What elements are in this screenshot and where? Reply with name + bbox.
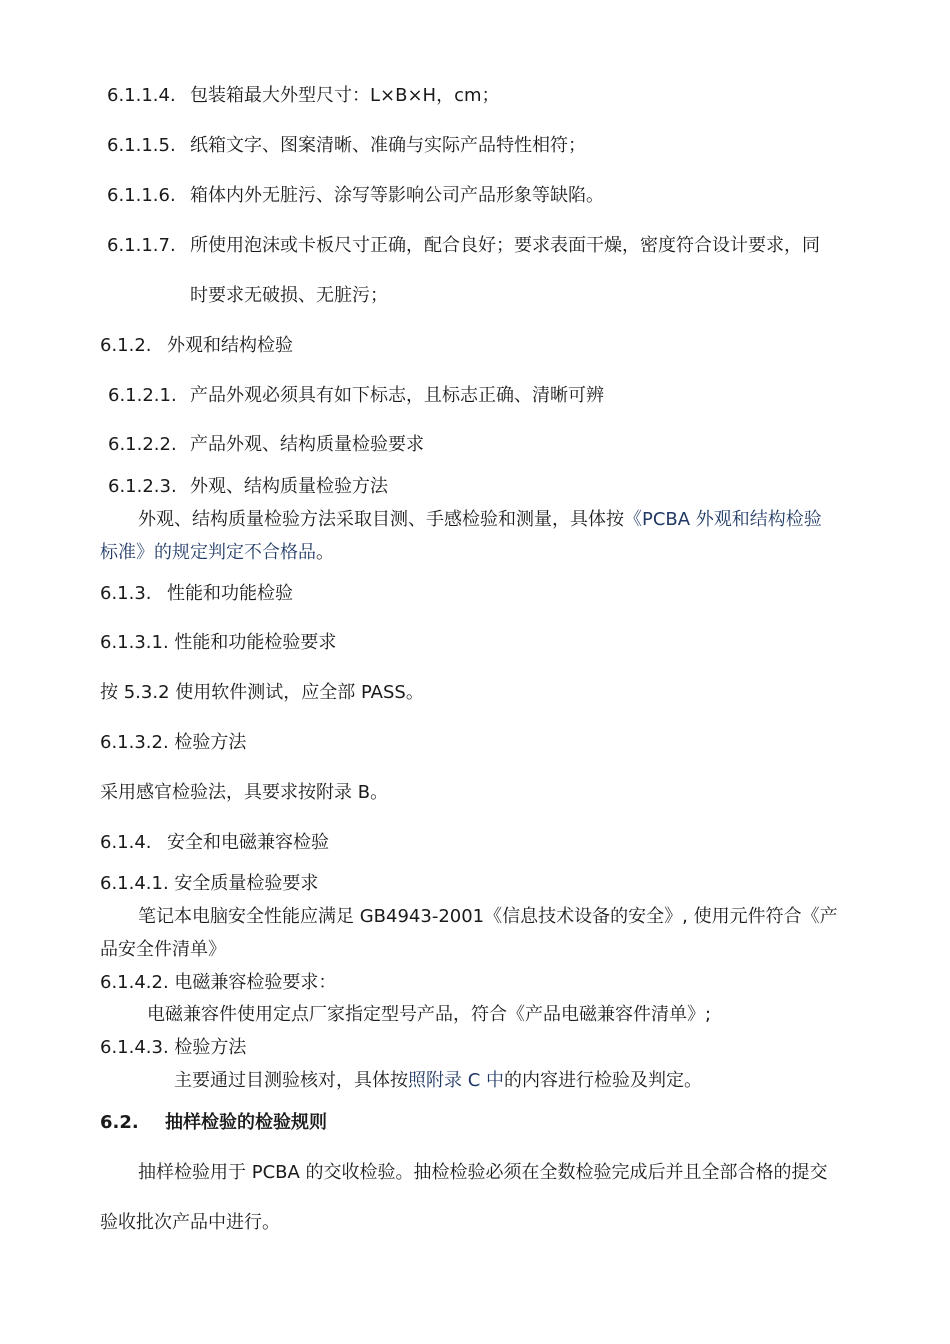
section-number: 6.1.3. <box>100 583 152 604</box>
paragraph-6-1-3-1: 按 5.3.2 使用软件测试，应全部 PASS。 <box>100 682 424 703</box>
paragraph-6-1-4-2: 电磁兼容件使用定点厂家指定型号产品，符合《产品电磁兼容件清单》; <box>147 1004 712 1025</box>
item-6-1-3-2: 6.1.3.2. 检验方法 <box>100 732 247 753</box>
item-6-1-1-4 <box>107 83 500 109</box>
item-text: 外观、结构质量检验方法 <box>190 476 388 497</box>
item-number: 6.1.2.2. <box>108 434 177 455</box>
item-text: 包装箱最大外型尺寸：L×B×H，cm； <box>190 85 500 106</box>
paragraph-6-1-4-3 <box>174 1068 702 1094</box>
item-number: 6.1.1.7. <box>107 235 176 256</box>
item-number: 6.1.2.3. <box>108 476 177 497</box>
item-number: 6.1.2.1. <box>108 385 177 406</box>
heading-title: 抽样检验的检验规则 <box>165 1112 327 1133</box>
appendix-c-link[interactable]: 照附录 C 中 <box>408 1070 505 1091</box>
paragraph-6-2-line1: 抽样检验用于 PCBA 的交收检验。抽检检验必须在全数检验完成后并且全部合格的提交 <box>138 1162 828 1183</box>
paragraph-6-2-line2: 验收批次产品中进行。 <box>100 1212 280 1233</box>
item-text: 产品外观必须具有如下标志，且标志正确、清晰可辨 <box>190 385 604 406</box>
item-text: 产品外观、结构质量检验要求 <box>190 434 424 455</box>
paragraph-text: 外观、结构质量检验方法采取目测、手感检验和测量，具体按 <box>138 509 624 530</box>
item-6-1-2-1 <box>108 383 604 409</box>
item-6-1-1-7-cont: 时要求无破损、无脏污； <box>190 285 388 306</box>
section-number: 6.1.2. <box>100 335 152 356</box>
paragraph-text: 的内容进行检验及判定。 <box>504 1070 703 1091</box>
section-6-1-3 <box>100 581 293 607</box>
section-title: 性能和功能检验 <box>167 583 293 604</box>
paragraph-6-1-4-1-line1: 笔记本电脑安全性能应满足 GB4943-2001《信息技术设备的安全》, 使用元件符合《产 <box>138 906 838 927</box>
section-title: 外观和结构检验 <box>167 335 293 356</box>
section-number: 6.1.4. <box>100 832 152 853</box>
item-6-1-4-3: 6.1.4.3. 检验方法 <box>100 1037 247 1058</box>
standard-link[interactable]: 《PCBA 外观和结构检验 <box>624 509 822 530</box>
item-6-1-1-7 <box>107 233 820 259</box>
standard-link-cont[interactable]: 标准》的规定判定不合格品 <box>100 542 316 563</box>
section-6-1-4 <box>100 830 329 856</box>
item-6-1-4-2: 6.1.4.2. 电磁兼容检验要求： <box>100 972 337 993</box>
item-text: 所使用泡沫或卡板尺寸正确，配合良好；要求表面干燥，密度符合设计要求，同 <box>190 235 820 256</box>
item-text: 纸箱文字、图案清晰、准确与实际产品特性相符； <box>190 135 586 156</box>
heading-6-2 <box>100 1110 327 1136</box>
item-6-1-3-1: 6.1.3.1. 性能和功能检验要求 <box>100 632 337 653</box>
paragraph-6-1-2-3-line1 <box>138 507 822 533</box>
item-6-1-4-1: 6.1.4.1. 安全质量检验要求 <box>100 873 319 894</box>
paragraph-6-1-3-2: 采用感官检验法，具要求按附录 B。 <box>100 782 389 803</box>
item-number: 6.1.1.5. <box>107 135 176 156</box>
paragraph-text: 主要通过目测验核对，具体按 <box>174 1070 408 1091</box>
item-6-1-1-6 <box>107 183 604 209</box>
section-6-1-2 <box>100 333 293 359</box>
item-number: 6.1.1.4. <box>107 85 176 106</box>
section-title: 安全和电磁兼容检验 <box>167 832 329 853</box>
item-6-1-2-3 <box>108 474 388 500</box>
item-text: 箱体内外无脏污、涂写等影响公司产品形象等缺陷。 <box>190 185 604 206</box>
paragraph-6-1-2-3-line2 <box>100 540 334 566</box>
item-number: 6.1.1.6. <box>107 185 176 206</box>
paragraph-text: 。 <box>316 542 334 563</box>
heading-number: 6.2. <box>100 1112 139 1133</box>
paragraph-6-1-4-1-line2: 品安全件清单》 <box>100 939 226 960</box>
item-6-1-2-2 <box>108 432 424 458</box>
item-6-1-1-5 <box>107 133 586 159</box>
